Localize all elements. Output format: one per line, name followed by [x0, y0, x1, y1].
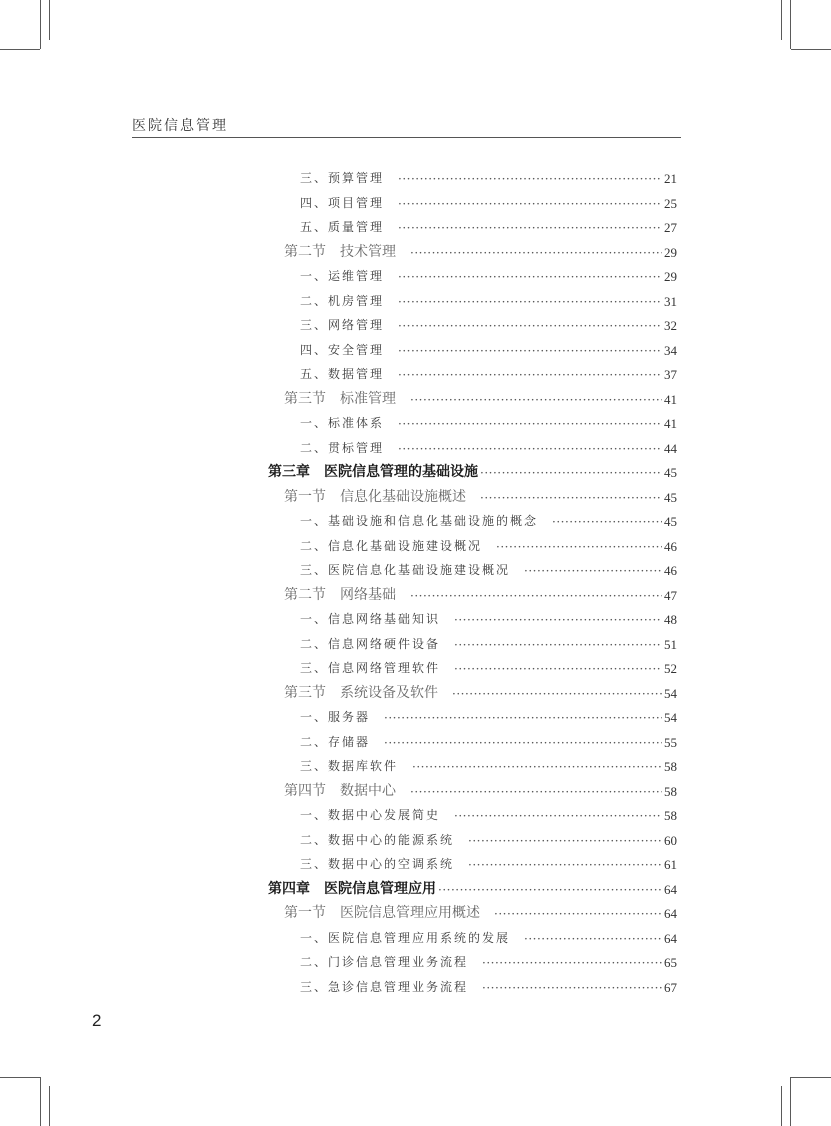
toc-entry-page: 27 — [664, 220, 677, 235]
dot-leader — [480, 467, 662, 483]
dot-leader — [398, 198, 662, 214]
toc-item-entry[interactable] — [300, 361, 677, 385]
toc-entry-title: 二、贯标管理 — [300, 440, 385, 455]
toc-item-entry[interactable] — [300, 263, 677, 287]
toc-entry-page: 32 — [664, 318, 677, 333]
toc-item-entry[interactable] — [300, 606, 677, 630]
toc-entry-page: 37 — [664, 367, 677, 382]
toc-section-entry[interactable] — [284, 900, 677, 924]
toc-section-entry[interactable] — [284, 239, 677, 263]
toc-entry-page: 46 — [664, 563, 677, 578]
dot-leader — [482, 982, 662, 998]
toc-item-entry[interactable] — [300, 949, 677, 973]
crop-mark — [0, 1077, 40, 1078]
toc-entry-page: 29 — [664, 244, 677, 260]
toc-entry-title: 第二节 网络基础 — [284, 585, 396, 602]
crop-mark — [40, 0, 41, 49]
toc-entry-page: 54 — [664, 685, 677, 701]
toc-item-entry[interactable] — [300, 533, 677, 557]
crop-mark — [790, 0, 791, 49]
toc-entry-title: 第三节 系统设备及软件 — [284, 683, 438, 700]
toc-entry-page: 64 — [664, 930, 677, 946]
toc-entry-title: 二、信息网络硬件设备 — [300, 636, 441, 651]
header-rule — [132, 137, 681, 138]
dot-leader — [552, 516, 662, 532]
toc-entry-page: 41 — [664, 391, 677, 407]
toc-entry-title: 第四章 医院信息管理应用 — [268, 879, 436, 896]
toc-item-entry[interactable] — [300, 827, 677, 851]
running-header: 医院信息管理 — [132, 118, 228, 134]
crop-mark — [781, 1086, 782, 1126]
toc-section-entry[interactable] — [284, 484, 677, 508]
toc-entry-title: 一、基础设施和信息化基础设施的概念 — [300, 514, 539, 528]
dot-leader — [398, 345, 662, 361]
toc-entry-title: 第二节 技术管理 — [284, 242, 396, 259]
dot-leader — [524, 565, 662, 581]
toc-item-entry[interactable] — [300, 753, 677, 777]
toc-entry-title: 二、门诊信息管理业务流程 — [300, 955, 469, 969]
dot-leader — [412, 761, 662, 777]
toc-entry-page: 48 — [664, 612, 677, 627]
toc-item-entry[interactable] — [300, 655, 677, 679]
dot-leader — [452, 688, 662, 704]
toc-item-entry[interactable] — [300, 557, 677, 581]
dot-leader — [468, 835, 662, 851]
toc-entry-page: 58 — [664, 808, 677, 823]
dot-leader — [410, 786, 662, 802]
dot-leader — [438, 884, 662, 900]
toc-entry-title: 一、信息网络基础知识 — [300, 612, 441, 626]
toc-entry-title: 二、数据中心的能源系统 — [300, 832, 455, 847]
toc-section-entry[interactable] — [284, 680, 677, 704]
toc-entry-title: 三、网络管理 — [300, 318, 385, 332]
dot-leader — [398, 320, 662, 336]
toc-item-entry[interactable] — [300, 704, 677, 728]
dot-leader — [482, 957, 662, 973]
crop-mark — [790, 1077, 791, 1126]
crop-mark — [40, 1077, 41, 1126]
page-number: 2 — [92, 1011, 102, 1030]
toc-entry-page: 58 — [664, 759, 677, 774]
toc-entry-title: 第一节 信息化基础设施概述 — [284, 487, 466, 504]
toc-entry-title: 一、医院信息管理应用系统的发展 — [300, 930, 511, 945]
crop-mark — [49, 1086, 50, 1126]
dot-leader — [524, 933, 662, 949]
dot-leader — [454, 614, 662, 630]
toc-entry-page: 45 — [664, 514, 677, 529]
toc-entry-page: 60 — [664, 832, 677, 848]
dot-leader — [398, 296, 662, 312]
toc-entry-title: 四、项目管理 — [300, 195, 385, 210]
dot-leader — [480, 492, 662, 508]
dot-leader — [398, 173, 662, 189]
crop-mark — [49, 0, 50, 40]
dot-leader — [398, 222, 662, 238]
toc-entry-title: 第一节 医院信息管理应用概述 — [284, 904, 480, 920]
crop-mark — [791, 49, 831, 50]
toc-entry-title: 五、数据管理 — [300, 367, 385, 381]
toc-entry-page: 25 — [664, 195, 677, 211]
toc-chapter-entry[interactable] — [268, 876, 677, 900]
dot-leader — [384, 737, 662, 753]
dot-leader — [454, 810, 662, 826]
toc-item-entry[interactable] — [300, 165, 677, 189]
toc-entry-title: 二、机房管理 — [300, 293, 385, 308]
toc-entry-page: 34 — [664, 342, 677, 358]
toc-item-entry[interactable] — [300, 631, 677, 655]
dot-leader — [496, 541, 662, 557]
toc-entry-title: 三、急诊信息管理业务流程 — [300, 979, 469, 994]
toc-section-entry[interactable] — [284, 778, 677, 802]
toc-entry-page: 21 — [664, 171, 677, 186]
dot-leader — [410, 247, 662, 263]
toc-entry-title: 三、数据中心的空调系统 — [300, 857, 455, 871]
toc-item-entry[interactable] — [300, 312, 677, 336]
toc-entry-page: 51 — [664, 636, 677, 652]
toc-entry-title: 三、数据库软件 — [300, 759, 399, 773]
crop-mark — [781, 0, 782, 40]
toc-section-entry[interactable] — [284, 582, 677, 606]
toc-entry-page: 41 — [664, 416, 677, 431]
toc-item-entry[interactable] — [300, 288, 677, 312]
dot-leader — [494, 908, 662, 924]
toc-item-entry[interactable] — [300, 508, 677, 532]
toc-entry-title: 二、存储器 — [300, 734, 371, 749]
toc-item-entry[interactable] — [300, 435, 677, 459]
toc-entry-page: 52 — [664, 661, 677, 676]
toc-entry-title: 第四节 数据中心 — [284, 781, 396, 798]
toc-entry-title: 三、信息网络管理软件 — [300, 661, 441, 675]
toc-entry-title: 第三章 医院信息管理的基础设施 — [268, 463, 478, 479]
toc-entry-page: 45 — [664, 465, 677, 480]
toc-entry-title: 二、信息化基础设施建设概况 — [300, 538, 483, 553]
toc-item-entry[interactable] — [300, 729, 677, 753]
toc-entry-page: 64 — [664, 906, 677, 921]
toc-item-entry[interactable] — [300, 802, 677, 826]
dot-leader — [398, 369, 662, 385]
toc-entry-page: 47 — [664, 587, 677, 603]
toc-item-entry[interactable] — [300, 974, 677, 998]
toc-entry-title: 一、运维管理 — [300, 269, 385, 283]
dot-leader — [410, 394, 662, 410]
dot-leader — [398, 271, 662, 287]
toc-entry-page: 55 — [664, 734, 677, 750]
toc-chapter-entry[interactable] — [268, 459, 677, 483]
dot-leader — [398, 418, 662, 434]
dot-leader — [410, 590, 662, 606]
toc-item-entry[interactable] — [300, 410, 677, 434]
toc-entry-page: 31 — [664, 293, 677, 309]
dot-leader — [454, 639, 662, 655]
toc-entry-page: 65 — [664, 955, 677, 970]
toc-entry-title: 四、安全管理 — [300, 342, 385, 357]
toc-entry-title: 三、预算管理 — [300, 171, 385, 185]
toc-entry-title: 五、质量管理 — [300, 220, 385, 234]
toc-item-entry[interactable] — [300, 214, 677, 238]
toc-entry-page: 44 — [664, 440, 677, 456]
toc-item-entry[interactable] — [300, 925, 677, 949]
toc-entry-title: 一、数据中心发展简史 — [300, 808, 441, 822]
toc-section-entry[interactable] — [284, 386, 677, 410]
toc-entry-page: 58 — [664, 783, 677, 799]
toc-entry-page: 54 — [664, 710, 677, 725]
dot-leader — [454, 663, 662, 679]
toc-entry-title: 一、标准体系 — [300, 416, 385, 430]
toc-item-entry[interactable] — [300, 337, 677, 361]
toc-entry-page: 45 — [664, 489, 677, 505]
toc-entry-page: 46 — [664, 538, 677, 554]
dot-leader — [398, 443, 662, 459]
toc-entry-page: 61 — [664, 857, 677, 872]
crop-mark — [0, 49, 40, 50]
toc-entry-title: 一、服务器 — [300, 710, 371, 724]
toc-item-entry[interactable] — [300, 851, 677, 875]
toc-entry-page: 67 — [664, 979, 677, 995]
toc-entry-title: 第三节 标准管理 — [284, 389, 396, 406]
crop-mark — [791, 1077, 831, 1078]
toc-item-entry[interactable] — [300, 190, 677, 214]
toc-entry-page: 64 — [664, 881, 677, 897]
dot-leader — [468, 859, 662, 875]
dot-leader — [384, 712, 662, 728]
toc-entry-title: 三、医院信息化基础设施建设概况 — [300, 563, 511, 577]
toc-entry-page: 29 — [664, 269, 677, 284]
